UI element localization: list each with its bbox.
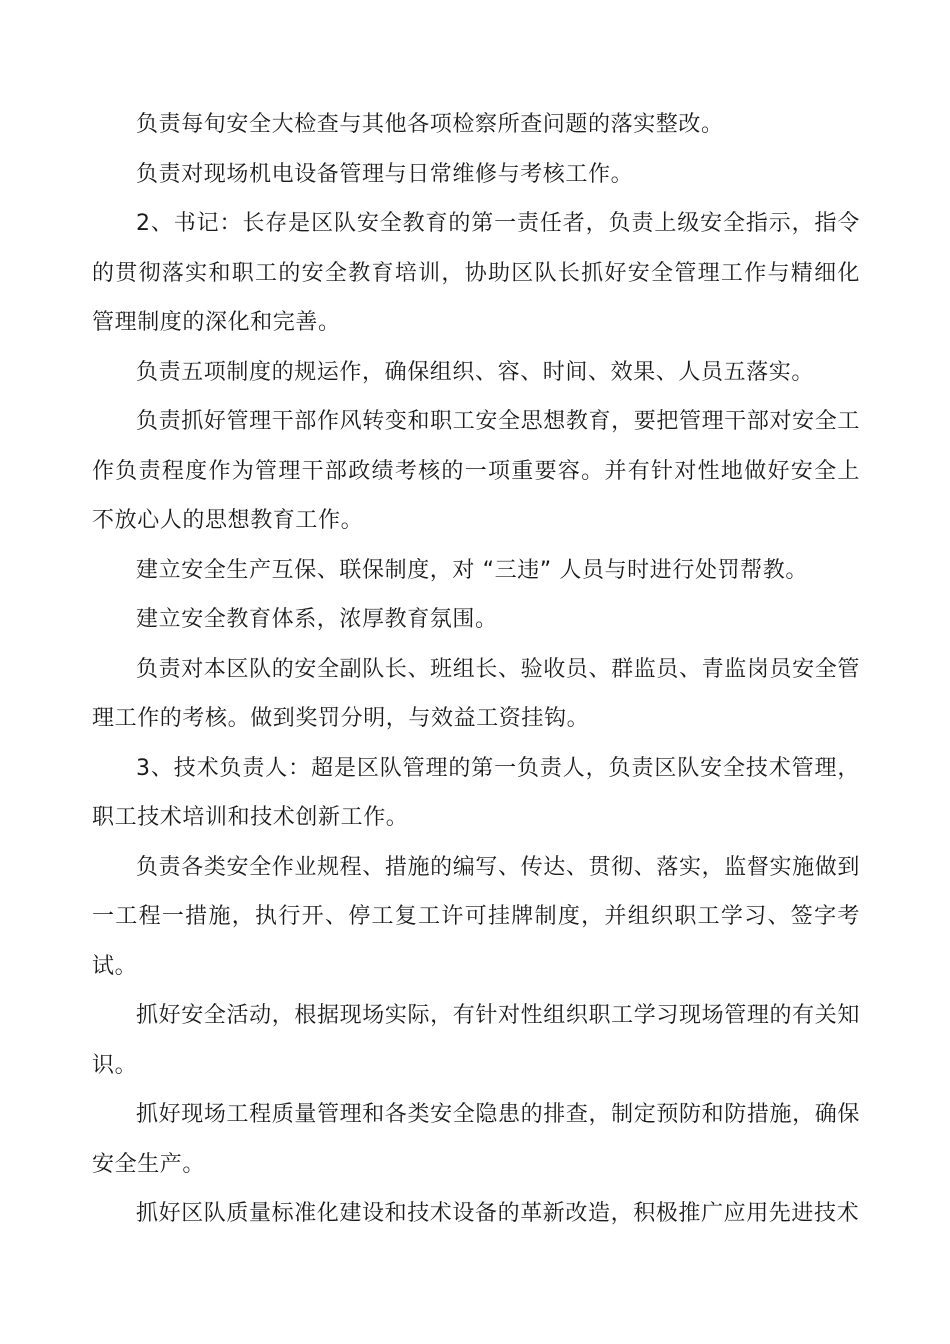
paragraph-10: 负责各类安全作业规程、措施的编写、传达、贯彻、落实，监督实施做到一工程一措施，执行开、停工复工许可挂牌制度，并组织职工学习、签字考试。 bbox=[92, 854, 860, 979]
paragraph-8: 负责对本区队的安全副队长、班组长、验收员、群监员、青监岗员安全管理工作的考核。做到奖罚分明，与效益工资挂钩。 bbox=[92, 656, 860, 731]
paragraph-9: 3、技术负责人：超是区队管理的第一负责人，负责区队安全技术管理，职工技术培训和技术创新工作。 bbox=[92, 755, 860, 830]
paragraph-3: 2、书记：长存是区队安全教育的第一责任者，负责上级安全指示，指令的贯彻落实和职工的安全教育培训，协助区队长抓好安全管理工作与精细化管理制度的深化和完善。 bbox=[92, 211, 860, 335]
document-body bbox=[92, 100, 860, 1239]
paragraph-11: 抓好安全活动，根据现场实际，有针对性组织职工学习现场管理的有关知识。 bbox=[92, 1003, 860, 1078]
paragraph-13: 抓好区队质量标准化建设和技术设备的革新改造，积极推广应用先进技术 bbox=[136, 1201, 860, 1226]
paragraph-6: 建立安全生产互保、联保制度，对 “三违” 人员与时进行处罚帮教。 bbox=[136, 557, 808, 583]
paragraph-4: 负责五项制度的规运作，确保组织、容、时间、效果、人员五落实。 bbox=[136, 359, 815, 385]
paragraph-1: 负责每旬安全大检查与其他各项检察所查问题的落实整改。 bbox=[136, 112, 724, 137]
paragraph-5: 负责抓好管理干部作风转变和职工安全思想教育，要把管理干部对安全工作负责程度作为管理干部政绩考核的一项重要容。并有针对性地做好安全上不放心人的思想教育工作。 bbox=[92, 409, 860, 533]
paragraph-12: 抓好现场工程质量管理和各类安全隐患的排查，制定预防和防措施，确保安全生产。 bbox=[92, 1102, 860, 1177]
paragraph-2: 负责对现场机电设备管理与日常维修与考核工作。 bbox=[136, 161, 634, 187]
paragraph-7: 建立安全教育体系，浓厚教育氛围。 bbox=[136, 607, 498, 632]
